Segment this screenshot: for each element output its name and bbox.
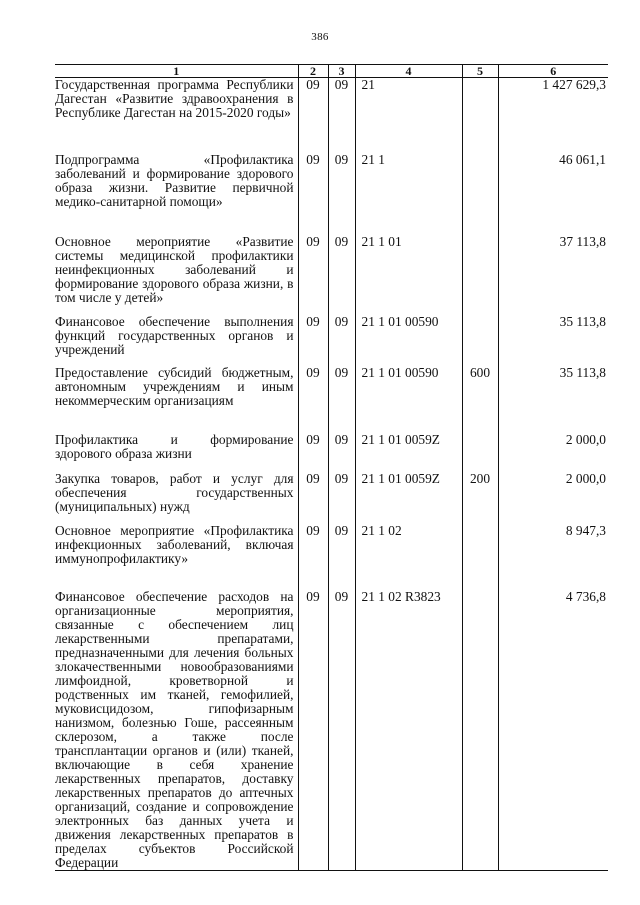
row-target-article: 21 1 — [355, 153, 462, 235]
row-name: Финансовое обеспечение выполнения функций государственных органов и учреждений — [55, 315, 298, 366]
table-row — [55, 524, 608, 590]
row-subsection-code: 09 — [328, 472, 355, 524]
row-target-article: 21 1 02 R3823 — [355, 590, 462, 871]
column-header-target-article: 4 — [355, 65, 462, 78]
row-name: Финансовое обеспечение расходов на организационные мероприятия, связанные с обеспечением лиц лекарственными препаратами, предназначенными для лечения больных злокачественными новообразованиями лимфоидной, кроветворной и родственных им тканей, гемофилией, муковисцидозом, гипофизарным нанизмом, болезнью Гоше, рассеянным склерозом, а также после трансплантации органов и (или) тканей, включающие в себя хранение лекарственных препаратов, доставку лекарственных препаратов до аптечных организаций, создание и сопровождение электронных баз данных учета и движения лекарственных препаратов в пределах субъектов Российской Федерации — [55, 590, 298, 871]
row-expense-type — [462, 433, 498, 472]
row-subsection-code: 09 — [328, 366, 355, 433]
row-section-code: 09 — [298, 78, 328, 154]
row-amount: 4 736,8 — [498, 590, 608, 871]
row-expense-type — [462, 590, 498, 871]
row-subsection-code: 09 — [328, 153, 355, 235]
page-number: 386 — [311, 31, 329, 43]
table-header-row — [55, 65, 608, 78]
row-subsection-code: 09 — [328, 235, 355, 315]
table-row — [55, 433, 608, 472]
table-row — [55, 315, 608, 366]
row-name: Государственная программа Республики Дагестан «Развитие здравоохранения в Республике Дагестан на 2015-2020 годы» — [55, 78, 298, 154]
row-expense-type — [462, 153, 498, 235]
table-row — [55, 153, 608, 235]
row-subsection-code: 09 — [328, 433, 355, 472]
row-section-code: 09 — [298, 590, 328, 871]
column-header-amount: 6 — [498, 65, 608, 78]
row-target-article: 21 1 02 — [355, 524, 462, 590]
row-amount: 35 113,8 — [498, 315, 608, 366]
row-section-code: 09 — [298, 315, 328, 366]
row-name: Основное мероприятие «Развитие системы медицинской профилактики неинфекционных заболеваний и формирование здорового образа жизни, в том числе у детей» — [55, 235, 298, 315]
table-row — [55, 78, 608, 154]
row-expense-type — [462, 235, 498, 315]
row-target-article: 21 1 01 — [355, 235, 462, 315]
row-amount: 1 427 629,3 — [498, 78, 608, 154]
row-section-code: 09 — [298, 433, 328, 472]
row-expense-type — [462, 524, 498, 590]
row-amount: 46 061,1 — [498, 153, 608, 235]
column-header-expense-type: 5 — [462, 65, 498, 78]
row-subsection-code: 09 — [328, 524, 355, 590]
column-header-name: 1 — [55, 65, 298, 78]
row-amount: 2 000,0 — [498, 472, 608, 524]
column-header-subsection: 3 — [328, 65, 355, 78]
row-section-code: 09 — [298, 524, 328, 590]
row-target-article: 21 — [355, 78, 462, 154]
row-target-article: 21 1 01 00590 — [355, 366, 462, 433]
row-section-code: 09 — [298, 235, 328, 315]
table-row — [55, 235, 608, 315]
row-name: Закупка товаров, работ и услуг для обеспечения государственных (муниципальных) нужд — [55, 472, 298, 524]
row-subsection-code: 09 — [328, 590, 355, 871]
row-name: Профилактика и формирование здорового образа жизни — [55, 433, 298, 472]
row-section-code: 09 — [298, 472, 328, 524]
row-name: Подпрограмма «Профилактика заболеваний и формирование здорового образа жизни. Развитие первичной медико-санитарной помощи» — [55, 153, 298, 235]
row-target-article: 21 1 01 00590 — [355, 315, 462, 366]
row-section-code: 09 — [298, 366, 328, 433]
row-expense-type: 200 — [462, 472, 498, 524]
row-amount: 35 113,8 — [498, 366, 608, 433]
row-expense-type — [462, 78, 498, 154]
row-target-article: 21 1 01 0059Z — [355, 472, 462, 524]
row-amount: 8 947,3 — [498, 524, 608, 590]
row-subsection-code: 09 — [328, 315, 355, 366]
row-name: Предоставление субсидий бюджетным, автономным учреждениям и иным некоммерческим организациям — [55, 366, 298, 433]
row-target-article: 21 1 01 0059Z — [355, 433, 462, 472]
table-row — [55, 590, 608, 871]
column-header-section: 2 — [298, 65, 328, 78]
row-amount: 2 000,0 — [498, 433, 608, 472]
row-section-code: 09 — [298, 153, 328, 235]
row-expense-type: 600 — [462, 366, 498, 433]
row-amount: 37 113,8 — [498, 235, 608, 315]
budget-table — [55, 64, 608, 871]
row-name: Основное мероприятие «Профилактика инфекционных заболеваний, включая иммунопрофилактику» — [55, 524, 298, 590]
row-expense-type — [462, 315, 498, 366]
row-subsection-code: 09 — [328, 78, 355, 154]
table-row — [55, 472, 608, 524]
table-row — [55, 366, 608, 433]
